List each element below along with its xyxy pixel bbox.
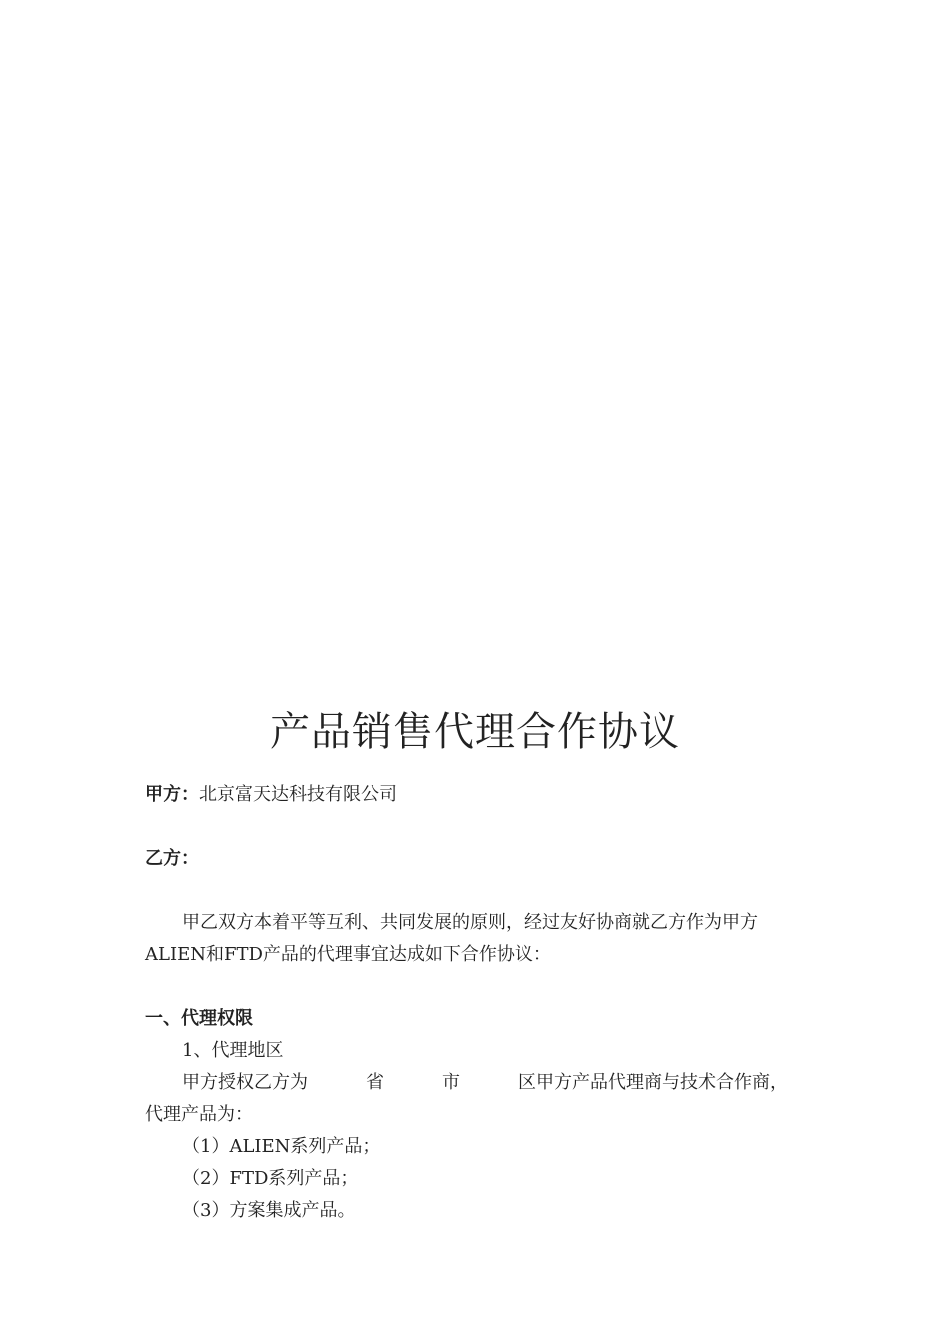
document-title: 产品销售代理合作协议 — [270, 709, 680, 755]
grant-text-part-1: 甲方授权乙方为 — [182, 1072, 308, 1093]
party-a-value: 北京富天达科技有限公司 — [199, 784, 397, 805]
grant-province: 省 — [366, 1072, 384, 1093]
section-1-item-1-title: 1、代理地区 — [182, 1040, 284, 1061]
party-a-line — [145, 782, 397, 808]
party-b-label: 乙方： — [145, 848, 199, 869]
section-1-heading: 一、代理权限 — [145, 1008, 253, 1029]
grant-text-part-2: 区甲方产品代理商与技术合作商， — [518, 1072, 788, 1093]
party-a-label: 甲方： — [145, 784, 199, 805]
product-item-1: （1）ALIEN系列产品； — [182, 1136, 381, 1157]
grant-line — [182, 1070, 807, 1096]
party-b-line — [145, 846, 199, 872]
product-item-3: （3）方案集成产品。 — [182, 1200, 356, 1221]
products-intro: 代理产品为： — [145, 1104, 253, 1125]
grant-city: 市 — [442, 1072, 460, 1093]
preamble-line-1: 甲乙双方本着平等互利、共同发展的原则，经过友好协商就乙方作为甲方 — [182, 912, 758, 933]
product-item-2: （2）FTD系列产品； — [182, 1168, 359, 1189]
preamble-line-2: ALIEN和FTD产品的代理事宜达成如下合作协议： — [145, 944, 551, 965]
